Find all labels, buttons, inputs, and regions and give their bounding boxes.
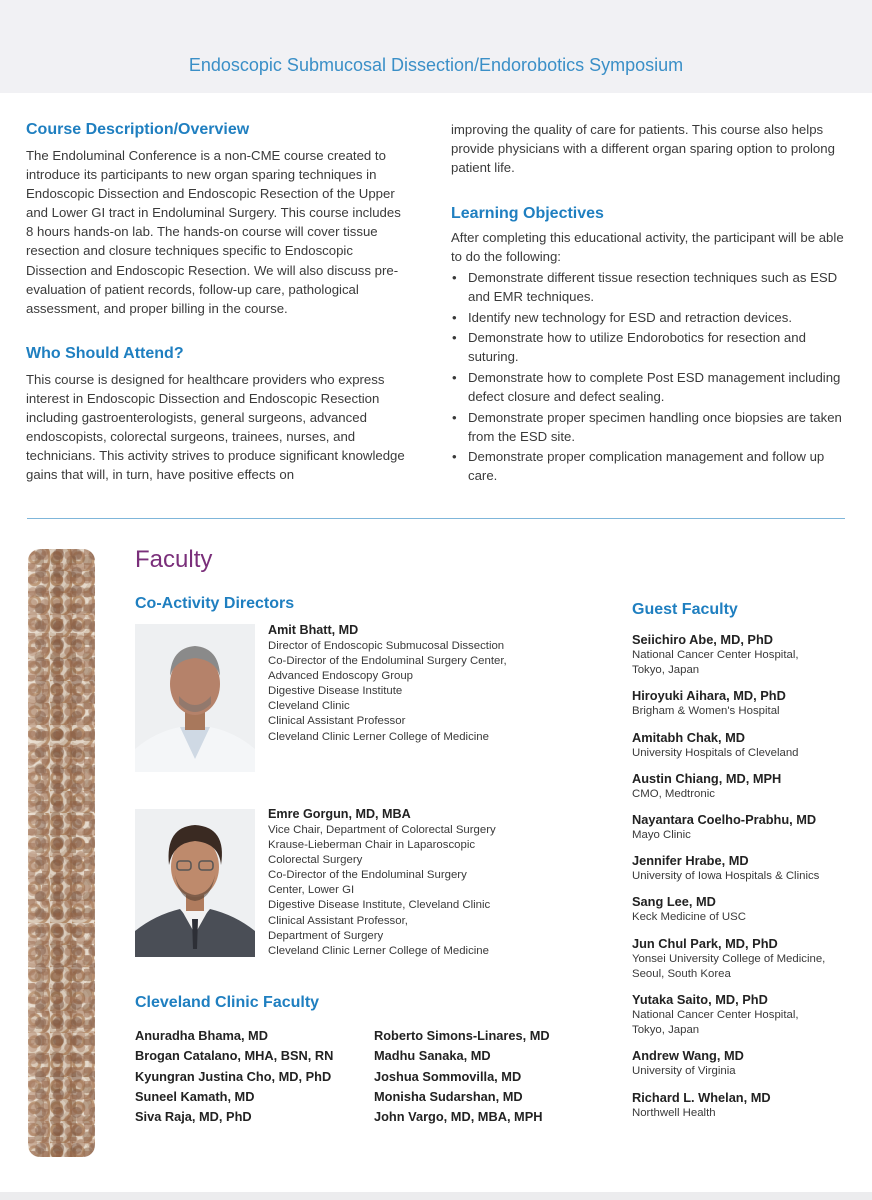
guest-affiliation: University of Virginia [632,1065,736,1078]
guest-name: Andrew Wang, MD [632,1048,744,1064]
director-bio-line: Vice Chair, Department of Colorectal Surgery [268,824,496,836]
guest-entry [632,811,857,843]
director-bio-line: Digestive Disease Institute, Cleveland Clinic [268,899,491,912]
faculty-name: Joshua Sommovilla, MD [374,1068,522,1084]
guest-name: Jun Chul Park, MD, PhD [632,935,778,951]
learning-objectives-intro: After completing this educational activity, the participant will be able to do the following: [451,230,844,265]
guest-affiliation: Tokyo, Japan [632,664,700,677]
director-bio-line: Cleveland Clinic Lerner College of Medicine [268,730,489,743]
guest-name: Sang Lee, MD [632,894,716,910]
who-should-attend-text: This course is designed for healthcare providers who express interest in Endoscopic Dissection and Endoscopic Resection including gastroenterologists, general surgeons, advanced endoscopists, colorectal surgeons, trainees, nurses, and technicians. This activity strives to produce significant knowledge gains that will, in turn, have positive effects on [26,371,405,483]
guest-affiliation: Northwell Health [632,1106,716,1119]
faculty-name: Madhu Sanaka, MD [374,1048,491,1064]
director-bio-line: Center, Lower GI [268,884,355,897]
objective-item: • Demonstrate how to utilize Endorobotics for resection and suturing. [451,328,851,366]
guest-affiliation: CMO, Medtronic [632,787,715,800]
objective-item: • Demonstrate how to complete Post ESD management including defect closure and defect sealing. [451,368,851,406]
guest-name: Amitabh Chak, MD [632,729,746,745]
cleveland-clinic-faculty-heading: Cleveland Clinic Faculty [135,994,320,1011]
faculty-name: Monisha Sudarshan, MD [374,1088,523,1104]
guest-name: Seiichiro Abe, MD, PhD [632,632,774,647]
cleveland-faculty-list-right [374,1026,604,1127]
who-should-attend-continuation: improving the quality of care for patients. This course also helps provide physicians with a different organ sparing option to prolong patient life. [451,122,835,176]
guest-entry [632,770,857,802]
objective-item: • Demonstrate proper complication management and follow up care. [451,447,851,485]
guest-affiliation: Brigham & Women's Hospital [632,705,780,718]
guest-affiliation: Yonsei University College of Medicine, [632,952,826,965]
faculty-name: Anuradha Bhama, MD [135,1028,268,1043]
faculty-name: Suneel Kamath, MD [135,1088,255,1104]
guest-entry [632,631,857,678]
faculty-title: Faculty [135,546,213,573]
course-description-text: The Endoluminal Conference is a non-CME course created to introduce its participants to new organ sparing techniques in Endoscopic Dissection and Endoscopic Resection of the Upper and Lower GI tract in Endoluminal Surgery. This course includes 8 hours hands-on lab. The hands-on course will cover tissue resection and closure techniques specific to Endoscopic Dissection and Endoscopic Resection. We will also discuss pre-evaluation of patient records, follow-up care, pathological assessment, and proper billing in the course. [26,148,401,316]
guest-name: Richard L. Whelan, MD [632,1089,771,1105]
section-divider [27,518,845,519]
director-bio-line: Colorectal Surgery [268,854,363,867]
director-bio-line: Co-Director of the Endoluminal Surgery Center, [268,655,507,668]
director-bio-bhatt [268,622,568,745]
guest-entry [632,935,857,982]
symposium-title: Endoscopic Submucosal Dissection/Endorobotics Symposium [188,55,684,75]
guest-entry [632,729,857,761]
director-photo-bhatt [135,624,255,772]
director-name: Amit Bhatt, MD [268,623,359,637]
director-bio-line: Digestive Disease Institute [268,685,403,698]
guest-entry [632,687,857,719]
director-bio-line: Clinical Assistant Professor, [268,914,408,927]
faculty-name: John Vargo, MD, MBA, MPH [374,1109,543,1125]
left-column [26,120,411,484]
director-bio-line: Co-Director of the Endoluminal Surgery [268,869,467,882]
objective-item: • Identify new technology for ESD and retraction devices. [451,308,851,327]
director-bio-gorgun [268,806,568,959]
learning-objectives-list [451,268,851,486]
guest-name: Jennifer Hrabe, MD [632,853,749,869]
director-bio-line: Director of Endoscopic Submucosal Dissection [268,640,505,652]
co-activity-directors-heading: Co-Activity Directors [135,595,295,612]
faculty-name: Siva Raja, MD, PhD [135,1109,252,1125]
guest-affiliation: Keck Medicine of USC [632,911,746,924]
objective-item: • Demonstrate different tissue resection techniques such as ESD and EMR techniques. [451,268,851,306]
guest-affiliation: National Cancer Center Hospital, [632,1009,799,1022]
guest-name: Austin Chiang, MD, MPH [632,770,782,786]
guest-faculty-list [632,631,857,1130]
right-column [451,120,851,486]
director-bio-line: Cleveland Clinic [268,700,350,713]
guest-entry [632,991,857,1038]
guest-affiliation: Seoul, South Korea [632,967,731,980]
objective-item: • Demonstrate proper specimen handling once biopsies are taken from the ESD site. [451,408,851,446]
course-description-heading: Course Description/Overview [26,121,250,138]
director-bio-line: Cleveland Clinic Lerner College of Medicine [268,944,489,957]
guest-entry [632,1047,857,1079]
faculty-name: Kyungran Justina Cho, MD, PhD [135,1068,332,1084]
director-name: Emre Gorgun, MD, MBA [268,807,411,821]
bottom-strip [0,1192,872,1200]
director-bio-line: Advanced Endoscopy Group [268,670,414,683]
guest-name: Hiroyuki Aihara, MD, PhD [632,688,786,704]
guest-faculty-heading: Guest Faculty [632,601,738,618]
faculty-name: Brogan Catalano, MHA, BSN, RN [135,1048,334,1064]
who-should-attend-heading: Who Should Attend? [26,344,184,362]
guest-entry [632,893,857,925]
guest-entry [632,852,857,884]
guest-name: Yutaka Saito, MD, PhD [632,992,768,1008]
learning-objectives-heading: Learning Objectives [451,205,604,223]
director-bio-line: Krause-Lieberman Chair in Laparoscopic [268,839,476,852]
guest-name: Nayantara Coelho-Prabhu, MD [632,812,817,828]
guest-affiliation: University Hospitals of Cleveland [632,746,799,759]
guest-entry [632,1089,857,1121]
faculty-name: Roberto Simons-Linares, MD [374,1028,550,1043]
guest-affiliation: University of Iowa Hospitals & Clinics [632,870,820,883]
histology-image-strip [28,549,95,1157]
header-banner [0,0,872,93]
guest-affiliation: Mayo Clinic [632,829,691,842]
guest-affiliation: National Cancer Center Hospital, [632,649,799,661]
director-bio-line: Clinical Assistant Professor [268,715,406,728]
director-bio-line: Department of Surgery [268,929,384,942]
cleveland-faculty-list-left [135,1026,370,1127]
director-photo-gorgun [135,809,255,957]
guest-affiliation: Tokyo, Japan [632,1024,700,1037]
